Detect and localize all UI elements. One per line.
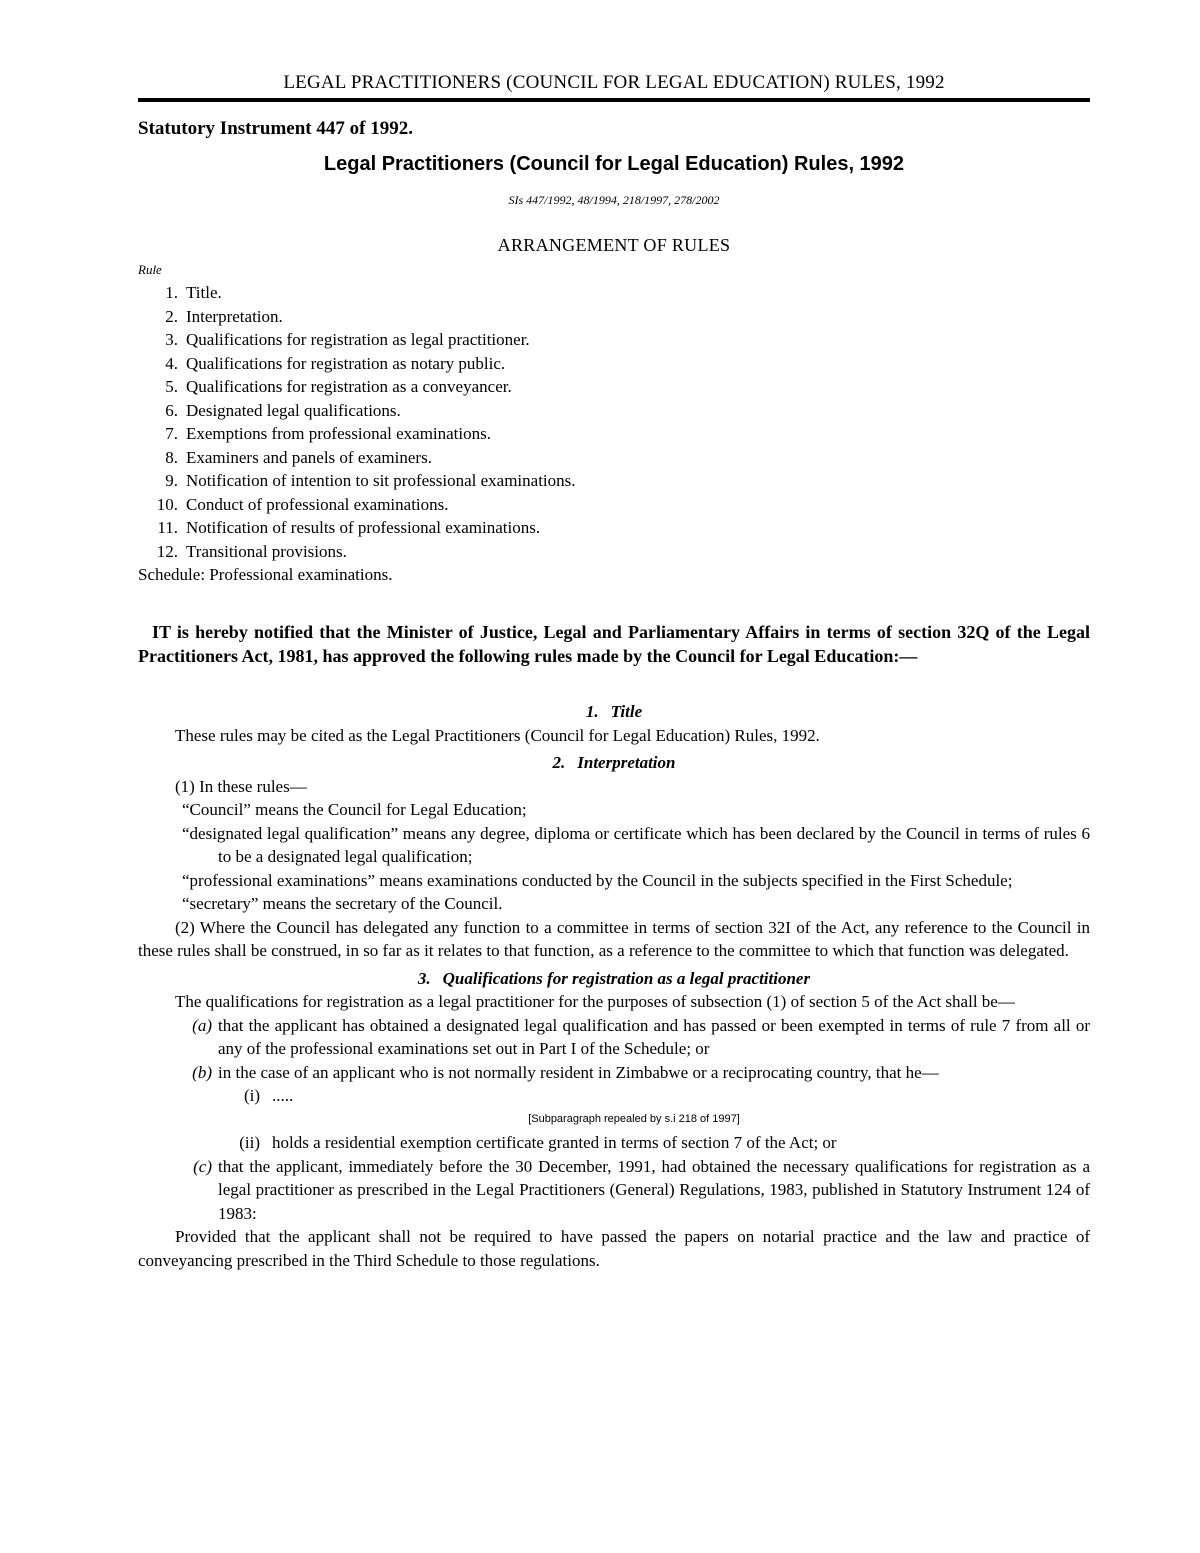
paragraph-label: (a) — [192, 1015, 212, 1035]
subparagraph-i — [138, 1084, 1090, 1108]
toc-text: Interpretation. — [186, 306, 283, 326]
paragraph-c — [138, 1155, 1090, 1226]
section-heading-qualifications — [138, 967, 1090, 991]
toc-item — [138, 469, 1090, 493]
definition-designated-qualification: “designated legal qualification” means any degree, diploma or certificate which has been declared by the Council in terms of rules 6 to be a designated legal qualification; — [182, 823, 1090, 866]
definition-professional-examinations: “professional examinations” means examinations conducted by the Council in the subjects specified in the First Schedule; — [182, 870, 1013, 890]
section-heading-title — [138, 700, 1090, 724]
subparagraph-label: (i) — [243, 1086, 260, 1105]
toc-item — [138, 446, 1090, 470]
qualifications-intro: The qualifications for registration as a legal practitioner for the purposes of subsection (1) of section 5 of the Act shall be— — [175, 992, 1015, 1011]
toc-text: Qualifications for registration as notary public. — [186, 353, 506, 373]
document-title: Legal Practitioners (Council for Legal Education) Rules, 1992 — [323, 153, 905, 175]
toc-text: Designated legal qualifications. — [186, 400, 401, 420]
rule-column-label: Rule — [138, 262, 162, 277]
subparagraph-label: (ii) — [239, 1133, 260, 1152]
toc-number: 8. — [165, 447, 178, 467]
toc-number: 11. — [157, 518, 178, 537]
preamble: IT is hereby notified that the Minister of Justice, Legal and Parliamentary Affairs in terms of section 32Q of the Legal Practitioners Act, 1981, has approved the following rules made by the Council for Legal Education:— — [138, 622, 1090, 666]
section-1-text: These rules may be cited as the Legal Practitioners (Council for Legal Education) Rules, 1992. — [175, 725, 820, 745]
toc-item — [138, 516, 1090, 540]
toc-item — [138, 493, 1090, 517]
toc-text: Exemptions from professional examinations. — [186, 424, 491, 443]
section-number: 1. — [585, 702, 599, 721]
toc-text: Qualifications for registration as a conveyancer. — [186, 377, 512, 396]
section-title: Title — [610, 702, 643, 721]
toc-item — [138, 375, 1090, 399]
definition-council: “Council” means the Council for Legal Education; — [182, 800, 527, 819]
toc-item — [138, 422, 1090, 446]
toc-item — [138, 281, 1090, 305]
toc-text: Qualifications for registration as legal practitioner. — [186, 330, 530, 349]
section-title: Interpretation — [577, 753, 676, 772]
paragraph-text: that the applicant, immediately before the 30 December, 1991, had obtained the necessary qualifications for registration as a legal practitioner as prescribed in the Legal Practitioners (General) Regulations, 1983, published in Statutory Instrument 124 of 1983: — [218, 1156, 1090, 1223]
paragraph-a — [138, 1014, 1090, 1061]
toc-item — [138, 305, 1090, 329]
paragraph-label: (b) — [192, 1062, 212, 1082]
toc-number: 1. — [165, 283, 178, 302]
interpretation-intro: (1) In these rules— — [175, 776, 307, 796]
toc-item — [138, 399, 1090, 423]
amendment-list: SIs 447/1992, 48/1994, 218/1997, 278/2002 — [508, 193, 720, 207]
paragraph-text: that the applicant has obtained a designated legal qualification and has passed or been exempted in terms of rule 7 from all or any of the professional examinations set out in Part I of the Schedule; or — [218, 1015, 1090, 1058]
repeal-note: [Subparagraph repealed by s.i 218 of 1997] — [528, 1112, 740, 1125]
header-divider — [138, 98, 1090, 102]
subparagraph-text: holds a residential exemption certificate granted in terms of section 7 of the Act; or — [272, 1133, 837, 1152]
table-of-contents — [138, 281, 1090, 587]
paragraph-label: (c) — [193, 1156, 212, 1176]
subparagraph-text: ..... — [272, 1086, 294, 1105]
toc-number: 4. — [165, 353, 178, 373]
paragraph-b — [138, 1061, 1090, 1085]
toc-item — [138, 328, 1090, 352]
section-title: Qualifications for registration as a legal practitioner — [442, 968, 811, 988]
section-number: 3. — [417, 968, 431, 988]
toc-number: 5. — [165, 377, 178, 396]
toc-item — [138, 540, 1090, 564]
toc-text: Notification of intention to sit professional examinations. — [186, 471, 576, 490]
statutory-instrument-title: Statutory Instrument 447 of 1992. — [138, 118, 413, 139]
toc-item — [138, 352, 1090, 376]
toc-number: 10. — [156, 494, 178, 514]
toc-schedule: Schedule: Professional examinations. — [138, 565, 393, 584]
toc-number: 2. — [165, 306, 178, 326]
arrangement-heading: ARRANGEMENT OF RULES — [497, 235, 731, 255]
running-head: LEGAL PRACTITIONERS (COUNCIL FOR LEGAL EDUCATION) RULES, 1992 — [283, 72, 945, 93]
paragraph-text: in the case of an applicant who is not normally resident in Zimbabwe or a reciprocating country, that he— — [218, 1062, 939, 1082]
subparagraph-ii — [138, 1131, 1090, 1155]
toc-number: 6. — [165, 400, 178, 420]
toc-text: Examiners and panels of examiners. — [186, 447, 432, 467]
section-number: 2. — [552, 753, 566, 772]
rules-body — [138, 700, 1090, 1272]
toc-text: Conduct of professional examinations. — [186, 494, 449, 514]
toc-text: Transitional provisions. — [186, 541, 347, 561]
definition-secretary: “secretary” means the secretary of the Council. — [182, 894, 503, 913]
toc-number: 12. — [156, 541, 178, 561]
toc-text: Title. — [186, 283, 222, 302]
proviso: Provided that the applicant shall not be required to have passed the papers on notarial practice and the law and practice of conveyancing prescribed in the Third Schedule to those regulations. — [138, 1227, 1090, 1270]
section-heading-interpretation — [138, 751, 1090, 775]
toc-number: 9. — [165, 471, 178, 490]
toc-text: Notification of results of professional examinations. — [186, 518, 541, 537]
toc-number: 7. — [165, 424, 178, 443]
interpretation-subrule-2: (2) Where the Council has delegated any function to a committee in terms of section 32I of the Act, any reference to the Council in these rules shall be construed, in so far as it relates to that function, as a reference to the committee to which that function was delegated. — [138, 917, 1090, 960]
toc-number: 3. — [165, 330, 178, 349]
